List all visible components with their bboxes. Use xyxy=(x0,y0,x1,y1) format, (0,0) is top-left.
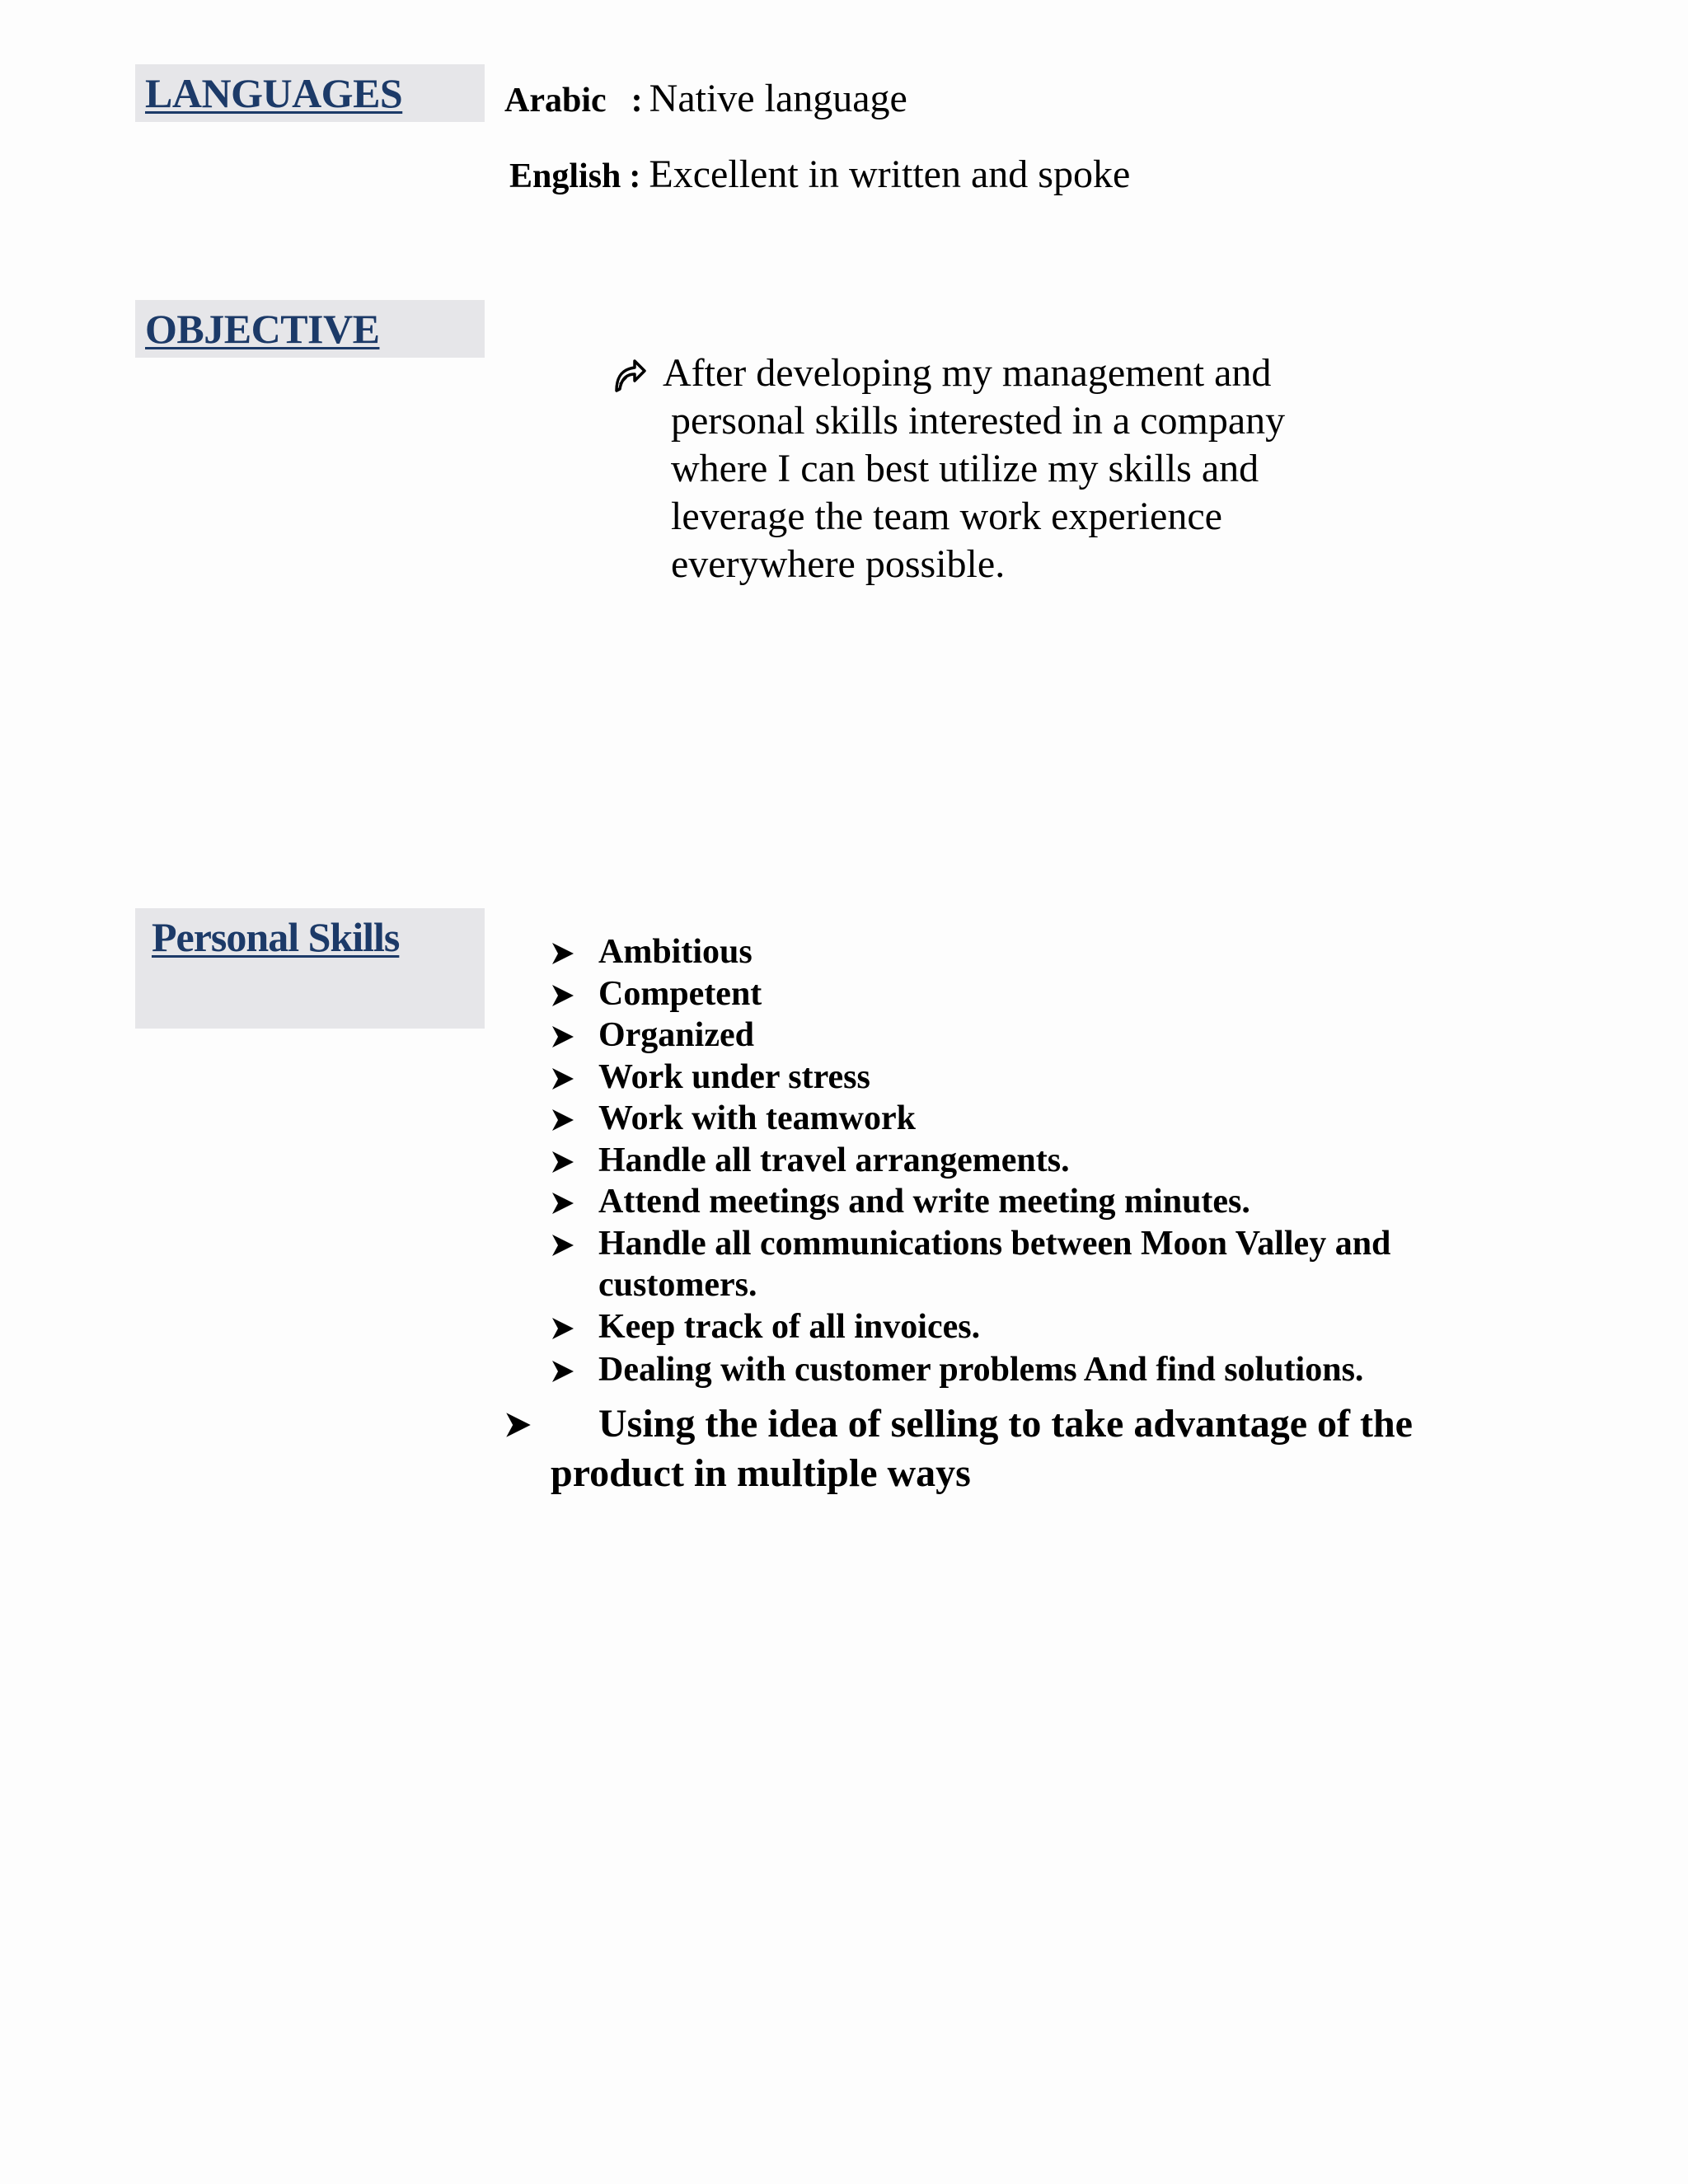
language-level: Excellent in written and spoke xyxy=(649,152,1131,196)
language-name: Arabic xyxy=(504,82,607,120)
skill-text: Work with teamwork xyxy=(598,1099,916,1137)
language-separator: : xyxy=(631,82,643,120)
arrowhead-bullet-icon xyxy=(551,1024,575,1049)
personal-skills-heading-box xyxy=(135,908,485,1029)
list-item xyxy=(551,973,1390,1015)
languages-heading: LANGUAGES xyxy=(145,70,403,116)
skill-text: Handle all travel arrangements. xyxy=(598,1141,1070,1179)
list-item xyxy=(551,1181,1390,1223)
skill-text-continued: product in multiple ways xyxy=(551,1451,971,1495)
list-item xyxy=(551,1223,1390,1306)
arrowhead-bullet-icon xyxy=(504,1411,532,1439)
objective-line: where I can best utilize my skills and xyxy=(671,447,1259,490)
objective-line: everywhere possible. xyxy=(671,542,1006,586)
arrowhead-bullet-icon xyxy=(551,1233,575,1258)
list-item xyxy=(551,1098,1390,1140)
list-item xyxy=(551,1140,1390,1182)
skill-text: Attend meetings and write meeting minutes. xyxy=(598,1183,1250,1221)
language-name: English xyxy=(509,157,621,195)
arrowhead-bullet-icon xyxy=(551,1191,575,1216)
languages-heading-box xyxy=(135,64,485,122)
skill-text: Ambitious xyxy=(598,933,753,971)
skill-text-continued: customers. xyxy=(598,1266,757,1304)
objective-text xyxy=(663,349,1404,588)
skill-text: Using the idea of selling to take advantage of the xyxy=(598,1402,1413,1446)
list-item xyxy=(551,1347,1390,1393)
arrowhead-bullet-icon xyxy=(551,1108,575,1132)
list-item xyxy=(551,931,1390,973)
arrowhead-bullet-icon xyxy=(551,1066,575,1091)
list-item xyxy=(551,1057,1390,1099)
list-item-last xyxy=(504,1399,1413,1498)
skill-text: Dealing with customer problems And find solutions. xyxy=(598,1351,1364,1389)
list-item xyxy=(551,1015,1390,1057)
language-item-arabic xyxy=(504,76,907,121)
language-level: Native language xyxy=(649,77,907,120)
arrowhead-bullet-icon xyxy=(551,983,575,1008)
language-item-english xyxy=(509,152,1130,197)
objective-line: leverage the team work experience xyxy=(671,494,1222,538)
personal-skills-list xyxy=(551,931,1390,1393)
personal-skills-heading: Personal Skills xyxy=(152,914,400,960)
skill-text: Organized xyxy=(598,1016,754,1054)
curved-arrow-icon xyxy=(612,356,648,396)
language-separator: : xyxy=(629,157,641,195)
arrowhead-bullet-icon xyxy=(551,941,575,966)
arrowhead-bullet-icon xyxy=(551,1359,575,1384)
arrowhead-bullet-icon xyxy=(551,1316,575,1341)
skill-text: Work under stress xyxy=(598,1057,870,1096)
objective-line: After developing my management and xyxy=(663,351,1272,395)
skill-text: Keep track of all invoices. xyxy=(598,1307,981,1346)
objective-line: personal skills interested in a company xyxy=(671,399,1286,443)
arrowhead-bullet-icon xyxy=(551,1150,575,1174)
skill-text: Handle all communications between Moon Valley and xyxy=(598,1224,1391,1263)
list-item xyxy=(551,1306,1390,1348)
objective-heading: OBJECTIVE xyxy=(145,306,380,352)
skill-text: Competent xyxy=(598,974,762,1013)
objective-heading-box xyxy=(135,300,485,358)
